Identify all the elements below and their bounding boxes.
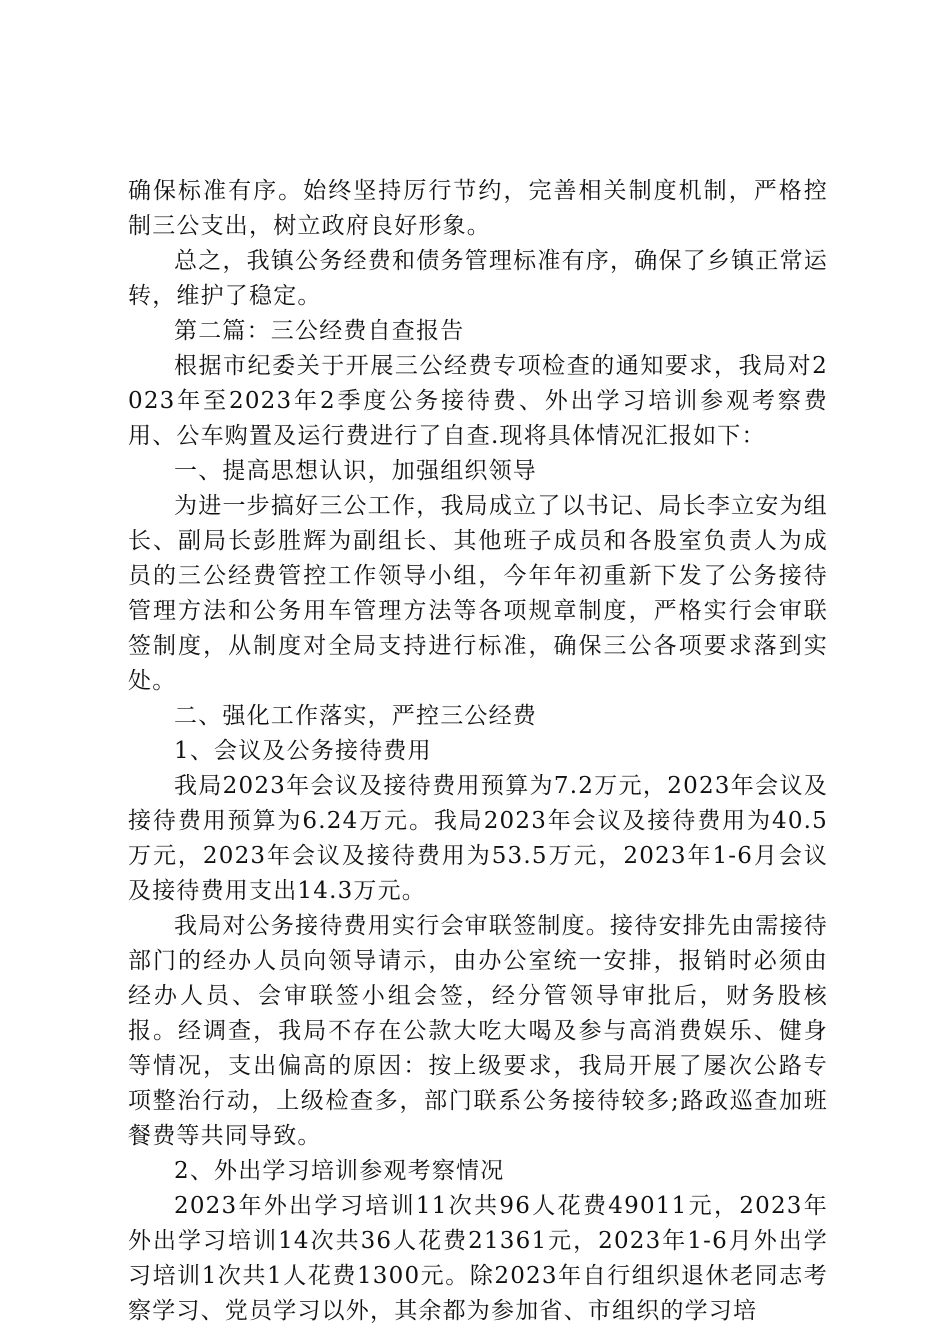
subheading-2: 2、外出学习培训参观考察情况 bbox=[174, 1158, 505, 1184]
section-title: 第二篇：三公经费自查报告 bbox=[174, 318, 465, 344]
paragraph-leadership: 为进一步搞好三公工作，我局成立了以书记、局长李立安为组长、副局长彭胜辉为副组长、其他班子成员和各股室负责人为成员的三公经费管控工作领导小组，今年年初重新下发了公务接待管理方法和公务用车管理方法等各项规章制度，严格实行会审联签制度，从制度对全局支持进行标准，确保三公各项要求落到实处。 bbox=[128, 493, 828, 694]
paragraph-meeting-costs: 我局2023年会议及接待费用预算为7.2万元，2023年会议及接待费用预算为6.24万元。我局2023年会议及接待费用为40.5万元，2023年会议及接待费用为53.5万元，2023年1-6月会议及接待费用支出14.3万元。 bbox=[128, 773, 828, 904]
paragraph-reception-policy: 我局对公务接待费用实行会审联签制度。接待安排先由需接待部门的经办人员向领导请示，由办公室统一安排，报销时必须由经办人员、会审联签小组会签，经分管领导审批后，财务股核报。经调查，我局不存在公款大吃大喝及参与高消费娱乐、健身等情况，支出偏高的原因：按上级要求，我局开展了屡次公路专项整治行动，上级检查多，部门联系公务接待较多;路政巡查加班餐费等共同导致。 bbox=[128, 913, 828, 1149]
paragraph-training-costs: 2023年外出学习培训11次共96人花费49011元，2023年外出学习培训14次共36人花费21361元，2023年1-6月外出学习培训1次共1人花费1300元。除2023年自行组织退休老同志考察学习、党员学习以外，其余都为参加省、市组织的学习培 bbox=[128, 1193, 828, 1324]
paragraph-summary: 总之，我镇公务经费和债务管理标准有序，确保了乡镇正常运转，维护了稳定。 bbox=[128, 248, 828, 309]
document-body bbox=[128, 174, 828, 1329]
heading-1: 一、提高思想认识，加强组织领导 bbox=[174, 458, 537, 484]
heading-2: 二、强化工作落实，严控三公经费 bbox=[174, 703, 537, 729]
subheading-1: 1、会议及公务接待费用 bbox=[174, 738, 432, 764]
paragraph-intro: 根据市纪委关于开展三公经费专项检查的通知要求，我局对2023年至2023年2季度公务接待费、外出学习培训参观考察费用、公车购置及运行费进行了自查.现将具体情况汇报如下： bbox=[128, 353, 828, 449]
paragraph-continuation: 确保标准有序。始终坚持厉行节约，完善相关制度机制，严格控制三公支出，树立政府良好形象。 bbox=[128, 178, 828, 239]
